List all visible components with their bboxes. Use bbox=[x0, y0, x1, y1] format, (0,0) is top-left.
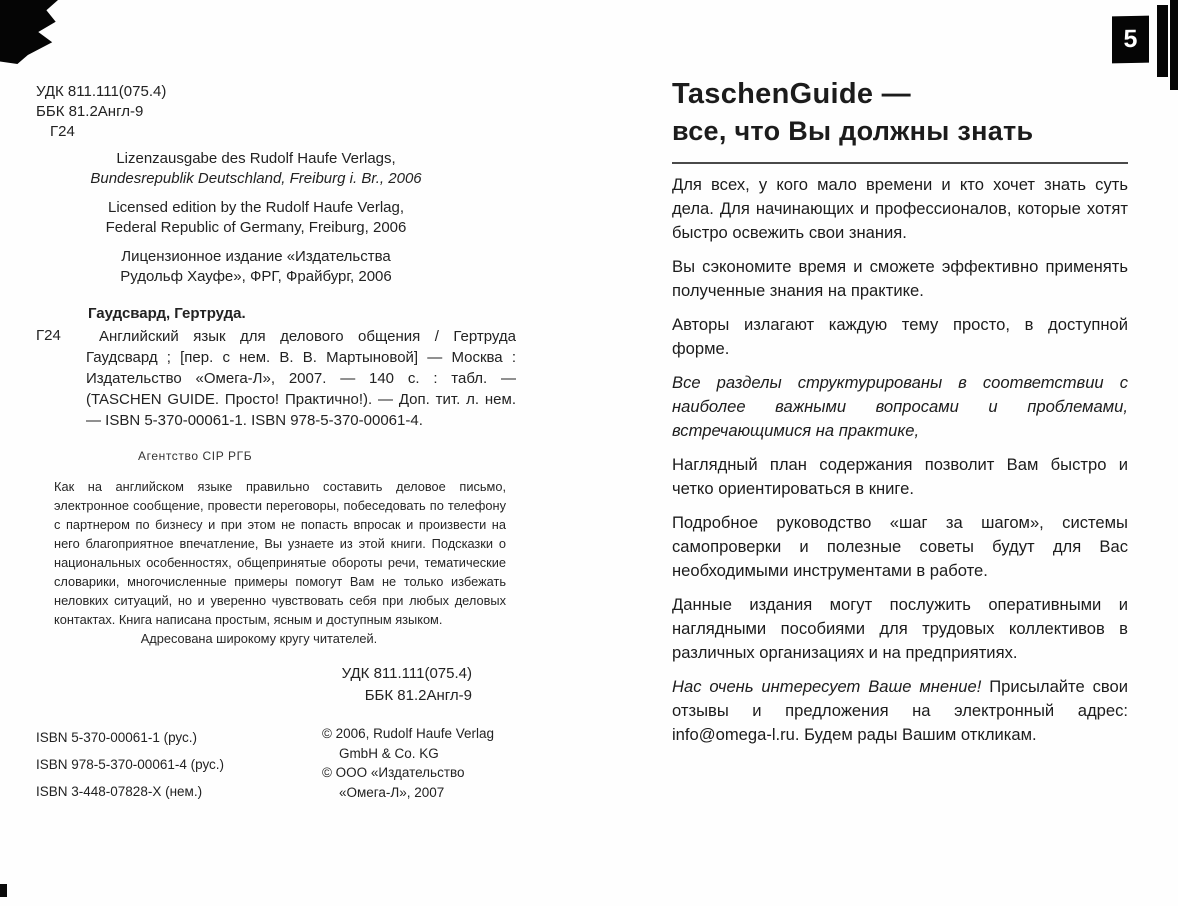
copyright-line: «Омега-Л», 2007 bbox=[338, 784, 445, 800]
udk-code-bottom: УДК 811.111(075.4) bbox=[341, 665, 472, 682]
classification-codes-bottom bbox=[36, 663, 516, 707]
copyright-line: © 2006, Rudolf Haufe Verlag bbox=[321, 726, 494, 741]
description-paragraph: Вы сэкономите время и сможете эффективно применять полученные знания на практике. bbox=[672, 257, 1128, 300]
udk-code-top: УДК 811.111(075.4) bbox=[36, 83, 167, 100]
license-russian-line1: Лицензионное издание «Издательства bbox=[121, 248, 391, 265]
copyright-line: © ООО «Издательство bbox=[321, 765, 465, 780]
license-block-russian bbox=[36, 247, 476, 287]
isbn-line: ISBN 5-370-00061-1 (рус.) bbox=[36, 730, 198, 745]
series-title-line1: TaschenGuide — bbox=[672, 78, 911, 110]
catalog-code: Г24 bbox=[36, 327, 61, 344]
cip-agency-note: Агентство CIP РГБ bbox=[138, 449, 253, 463]
license-block-english bbox=[36, 198, 476, 238]
copyright-block bbox=[322, 724, 514, 805]
scan-artifact-right-edge-outer bbox=[1170, 0, 1178, 90]
title-divider bbox=[672, 162, 1128, 164]
feedback-paragraph bbox=[672, 675, 1128, 747]
license-english-line1: Licensed edition by the Rudolf Haufe Verlag, bbox=[107, 199, 405, 216]
bbk-code-bottom: ББК 81.2Англ-9 bbox=[364, 687, 472, 704]
author-sign: Г24 bbox=[50, 123, 75, 140]
author-name: Гаудсвард, Гертруда. bbox=[88, 305, 246, 322]
license-russian-line2: Рудольф Хауфе», ФРГ, Фрайбург, 2006 bbox=[120, 268, 392, 285]
scan-artifact-bottom-left bbox=[0, 884, 7, 897]
copyright-line: GmbH & Co. KG bbox=[338, 745, 439, 761]
audience-note: Адресована широкому кругу читателей. bbox=[140, 631, 378, 646]
scan-artifact-top-left bbox=[0, 0, 58, 64]
license-german-line2: Bundesrepublik Deutschland, Freiburg i. Br., 2006 bbox=[90, 170, 422, 187]
description-paragraph: Наглядный план содержания позволит Вам быстро и четко ориентироваться в книге. bbox=[672, 455, 1128, 498]
isbn-line: ISBN 978-5-370-00061-4 (рус.) bbox=[36, 757, 225, 772]
page-number: 5 bbox=[1123, 24, 1138, 54]
bibliographic-description: Английский язык для делового общения / Гертруда Гаудсвард ; [пер. с нем. В. В. Мартыновой] — Москва : Издательство «Омега-Л», 2007. — 140 с. : табл. — (TASCHEN GUIDE. Просто! Практично!). — Доп. тит. л. нем. — ISBN 5-370-00061-1. ISBN 978-5-370-00061-4. bbox=[86, 328, 516, 429]
description-paragraph: Авторы излагают каждую тему просто, в доступной форме. bbox=[672, 315, 1128, 358]
feedback-lead: Нас очень интересует Ваше мнение! bbox=[672, 677, 982, 696]
description-paragraph: Для всех, у кого мало времени и кто хочет знать суть дела. Для начинающих и профессионалов, которые хотят быстро освежить свои знания. bbox=[672, 175, 1128, 242]
page-number-badge bbox=[1112, 16, 1149, 64]
series-title-line2: все, что Вы должны знать bbox=[672, 116, 1034, 146]
feedback-rest: Присылайте свои отзывы и предложения на электронный адрес: info@omega-l.ru. Будем рады Вашим откликам. bbox=[672, 677, 1129, 744]
license-english-line2: Federal Republic of Germany, Freiburg, 2006 bbox=[105, 219, 407, 236]
bibliographic-entry bbox=[36, 326, 516, 431]
description-paragraph: Данные издания могут послужить оперативными и наглядными пособиями для трудовых коллективов в различных организациях и на предприятиях. bbox=[672, 595, 1128, 662]
isbn-line: ISBN 3-448-07828-X (нем.) bbox=[36, 784, 203, 799]
imprint-bottom-row bbox=[36, 724, 514, 805]
description-paragraph: Подробное руководство «шаг за шагом», системы самопроверки и полезные советы будут для Вас необходимыми инструментами в работе. bbox=[672, 513, 1128, 580]
annotation-text: Как на английском языке правильно составить деловое письмо, электронное сообщение, провести переговоры, побеседовать по телефону с партнером по бизнесу и при этом не попасть впросак и произвести на него благоприятное впечатление, Вы узнаете из этой книги. Подсказки о национальных особенностях, общепринятые обороты речи, тематические словарики, многочисленные примеры помогут Вам не только избежать неловких ситуаций, но и уверенно чувствовать себя при любых деловых контактах. Книга написана простым, ясным и доступным языком. bbox=[54, 479, 506, 627]
right-page bbox=[672, 76, 1128, 757]
bbk-code-top: ББК 81.2Англ-9 bbox=[36, 103, 144, 120]
description-paragraph: Все разделы структурированы в соответствии с наиболее важными вопросами и проблемами, встречающимися на практике, bbox=[672, 373, 1128, 440]
scan-artifact-right-edge bbox=[1157, 5, 1168, 77]
series-description bbox=[672, 173, 1128, 747]
license-block-german bbox=[36, 149, 476, 189]
isbn-list bbox=[36, 724, 224, 805]
left-page bbox=[36, 82, 516, 805]
license-german-line1: Lizenzausgabe des Rudolf Haufe Verlags, bbox=[116, 150, 396, 167]
